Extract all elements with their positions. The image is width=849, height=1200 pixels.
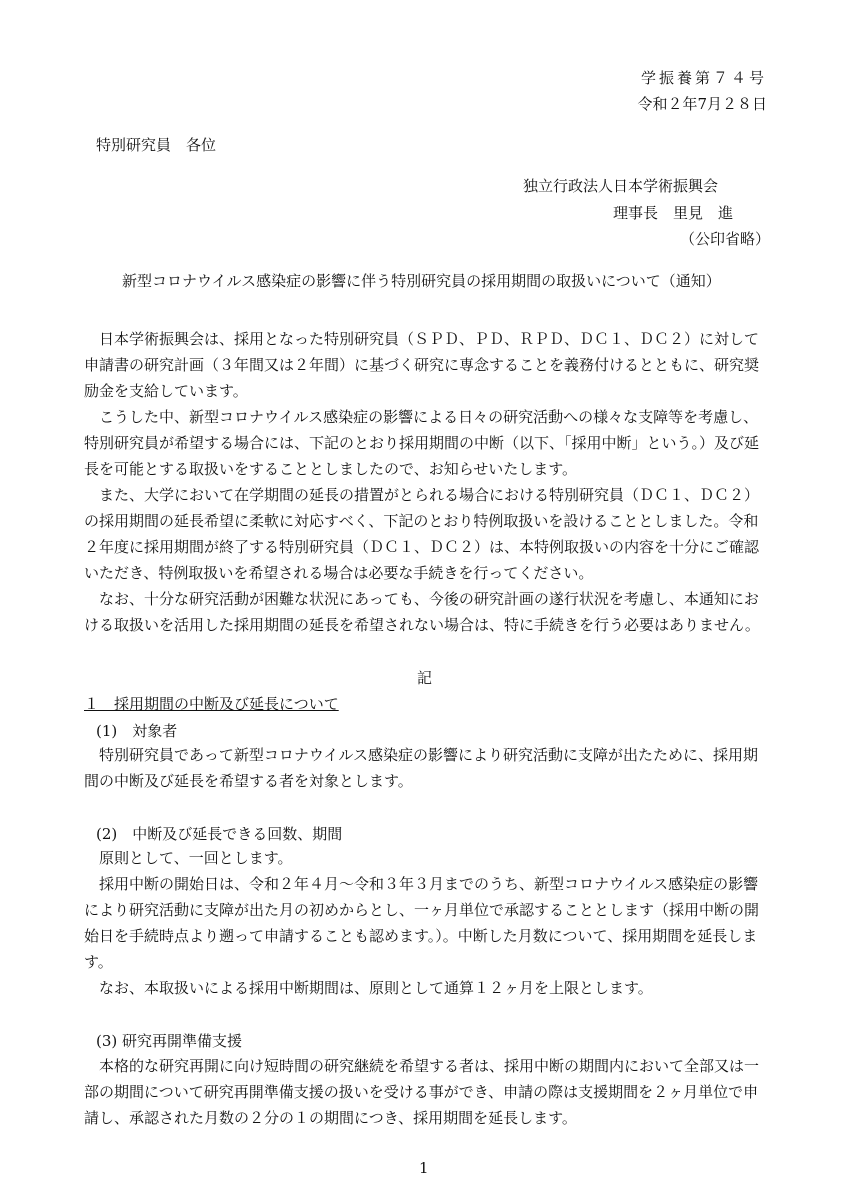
document-title: 新型コロナウイルス感染症の影響に伴う特別研究員の採用期間の取扱いについて（通知）: [122, 272, 721, 290]
subsection-heading: (2) 中断及び延長できる回数、期間: [96, 825, 343, 843]
subsection-heading: (1) 対象者: [96, 722, 178, 740]
document-number: 学振養第７４号: [640, 69, 767, 87]
ki-marker: 記: [417, 669, 433, 687]
subsection-body: [84, 845, 764, 1001]
body-paragraph: 日本学術振興会は、採用となった特別研究員（ＳＰＤ、ＰＤ、ＲＰＤ、ＤＣ１、ＤＣ２）に対して申請書の研究計画（３年間又は２年間）に基づく研究に専念することを義務付けるとともに、研究奨励金を支給しています。: [84, 330, 760, 400]
document-date: 令和２年7月２８日: [637, 95, 767, 113]
subsection-body: [84, 742, 764, 794]
issuer-organization: 独立行政法人日本学術振興会: [523, 177, 719, 195]
issuer-name: 理事長 里見 進: [613, 204, 734, 222]
subsection-heading: (3) 研究再開準備支援: [96, 1032, 243, 1050]
addressee: 特別研究員 各位: [96, 136, 217, 154]
page-number: 1: [419, 1159, 429, 1177]
body-paragraph: 採用中断の開始日は、令和２年４月～令和３年３月までのうち、新型コロナウイルス感染症の影響により研究活動に支障が出た月の初めからとし、一ヶ月単位で承認することとします（採用中断の開始日を手続時点より遡って申請することも認めます。）。中断した月数について、採用期間を延長します。: [84, 875, 760, 971]
body-paragraph: また、大学において在学期間の延長の措置がとられる場合における特別研究員（ＤＣ１、ＤＣ２）の採用期間の延長希望に柔軟に対応すべく、下記のとおり特例取扱いを設けることとしました。令和２年度に採用期間が終了する特別研究員（ＤＣ１、ＤＣ２）は、本特例取扱いの内容を十分にご確認いただき、特例取扱いを希望される場合は必要な手続きを行ってください。: [84, 486, 760, 582]
body-paragraph: 本格的な研究再開に向け短時間の研究継続を希望する者は、採用中断の期間内において全部又は一部の期間について研究再開準備支援の扱いを受ける事ができ、申請の際は支援期間を２ヶ月単位で申請し、承認された月数の２分の１の期間につき、採用期間を延長します。: [84, 1057, 760, 1127]
body-text: [84, 326, 764, 638]
section-heading: １ 採用期間の中断及び延長について: [84, 695, 339, 713]
body-paragraph: 原則として、一回とします。: [84, 849, 293, 867]
subsection-body: [84, 1053, 764, 1131]
body-paragraph: こうした中、新型コロナウイルス感染症の影響による日々の研究活動への様々な支障等を考慮し、特別研究員が希望する場合には、下記のとおり採用期間の中断（以下、「採用中断」という。）及び延長を可能とする取扱いをすることとしましたので、お知らせいたします。: [84, 408, 760, 478]
body-paragraph: なお、本取扱いによる採用中断期間は、原則として通算１２ヶ月を上限とします。: [84, 979, 653, 997]
body-paragraph: なお、十分な研究活動が困難な状況にあっても、今後の研究計画の遂行状況を考慮し、本通知における取扱いを活用した採用期間の延長を希望されない場合は、特に手続きを行う必要はありません。: [84, 590, 760, 634]
seal-note: （公印省略）: [680, 230, 771, 248]
body-paragraph: 特別研究員であって新型コロナウイルス感染症の影響により研究活動に支障が出たために、採用期間の中断及び延長を希望する者を対象とします。: [84, 746, 758, 790]
